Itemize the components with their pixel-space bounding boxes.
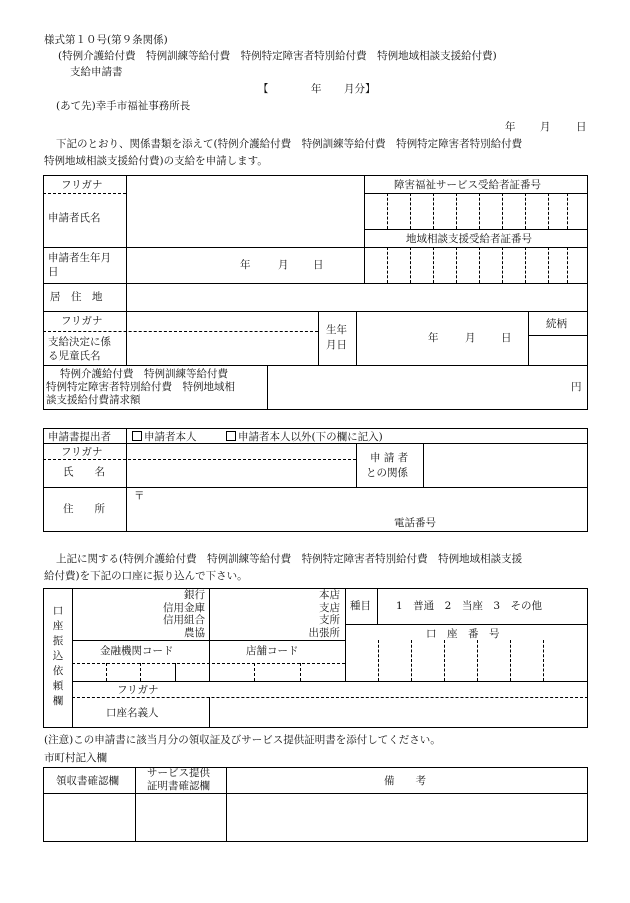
note-text: (注意)この申請書に該当月分の領収証及びサービス提供証明書を添付してください。 bbox=[44, 734, 441, 746]
branch-type-list bbox=[270, 589, 340, 639]
option-other-label: 申請者本人以外(下の欄に記入) bbox=[238, 431, 383, 443]
side-char: 込 bbox=[52, 650, 64, 662]
transfer-side-label bbox=[51, 604, 65, 709]
relation-label-1: 申 請 者 bbox=[370, 452, 409, 464]
child-birth-month: 月 bbox=[465, 332, 476, 344]
submitter-address-label: 住 所 bbox=[63, 503, 105, 515]
submitter-label: 申請書提出者 bbox=[48, 431, 111, 443]
account-number-label: 口 座 番 号 bbox=[426, 628, 500, 640]
branch-code-label: 店舗コード bbox=[246, 645, 299, 657]
date-day: 日 bbox=[576, 121, 587, 133]
bank-type: 銀行 bbox=[184, 589, 205, 601]
phone-label: 電話番号 bbox=[394, 517, 436, 529]
account-type-options: 1 普通 2 当座 3 その他 bbox=[396, 600, 543, 612]
form-number: 様式第１０号(第９条関係) bbox=[44, 34, 168, 46]
birth-year: 年 bbox=[240, 259, 251, 271]
option-self[interactable] bbox=[132, 431, 197, 443]
transfer-intro-line1: 上記に関する(特例介護給付費 特例訓練等給付費 特例特定障害者特別給付費 特例地域相談支援 bbox=[56, 553, 523, 565]
side-char: 座 bbox=[52, 620, 64, 632]
service-cert-number-label: 障害福祉サービス受給者証番号 bbox=[394, 179, 541, 191]
remarks-label: 備 考 bbox=[384, 775, 426, 787]
account-type-label: 種目 bbox=[350, 600, 371, 612]
birth-month: 月 bbox=[278, 259, 289, 271]
period-year-label: 年 bbox=[311, 83, 322, 95]
branch-type: 本店 bbox=[319, 589, 340, 601]
birthdate-label-1: 申請者生年月 bbox=[48, 252, 111, 264]
intro-line2: 特例地域相談支援給付費)の支給を申請します。 bbox=[44, 155, 268, 167]
bank-type: 信用組合 bbox=[163, 614, 205, 626]
postal-mark: 〒 bbox=[134, 490, 145, 502]
submitter-name-label: 氏 名 bbox=[63, 466, 105, 478]
receipt-check-label: 領収書確認欄 bbox=[56, 775, 119, 787]
birthdate-label-2: 日 bbox=[48, 266, 59, 278]
yen-unit: 円 bbox=[571, 381, 582, 393]
side-char: 口 bbox=[52, 605, 64, 617]
branch-type: 支所 bbox=[319, 614, 340, 626]
checkbox-self[interactable] bbox=[132, 431, 142, 441]
address-label: 居 住 地 bbox=[50, 291, 103, 303]
relation-label: 続柄 bbox=[546, 318, 567, 330]
relation-label-2: との関係 bbox=[366, 467, 408, 479]
bank-type-list bbox=[130, 589, 205, 639]
branch-type: 支店 bbox=[319, 601, 340, 614]
claim-label-3: 談支援給付費請求額 bbox=[46, 394, 141, 406]
holder-furigana-label: フリガナ bbox=[117, 684, 159, 696]
period-month-label: 月分】 bbox=[344, 83, 376, 95]
service-check-label-1: サービス提供 bbox=[147, 767, 210, 779]
addressee: (あて先)幸手市福祉事務所長 bbox=[56, 100, 191, 112]
bank-type: 農協 bbox=[184, 626, 205, 639]
service-check-label-2: 証明書確認欄 bbox=[147, 780, 210, 792]
transfer-intro-line2: 給付費)を下記の口座に振り込んで下さい。 bbox=[44, 570, 248, 582]
child-birth-label-1: 生年 bbox=[326, 324, 347, 336]
side-char: 欄 bbox=[52, 695, 64, 707]
intro-line1: 下記のとおり、関係書類を添えて(特例介護給付費 特例訓練等給付費 特例特定障害者特別給付費 bbox=[56, 138, 523, 150]
date-year: 年 bbox=[505, 121, 516, 133]
branch-type: 出張所 bbox=[308, 626, 340, 639]
period-open-bracket: 【 bbox=[258, 83, 269, 95]
furigana-label-2: フリガナ bbox=[61, 315, 103, 327]
option-other[interactable] bbox=[226, 431, 383, 443]
bank-code-label: 金融機関コード bbox=[100, 645, 174, 657]
claim-label-2: 特例特定障害者特別給付費 特例地域相 bbox=[46, 381, 235, 393]
furigana-label: フリガナ bbox=[61, 179, 103, 191]
option-self-label: 申請者本人 bbox=[144, 431, 197, 443]
child-name-label-1: 支給決定に係 bbox=[48, 336, 111, 348]
regional-cert-number-label: 地域相談支援受給者証番号 bbox=[406, 233, 532, 245]
form-title-line2: 支給申請書 bbox=[70, 66, 123, 78]
date-month: 月 bbox=[540, 121, 551, 133]
side-char: 依 bbox=[52, 665, 64, 677]
account-holder-label: 口座名義人 bbox=[106, 707, 159, 719]
birth-day: 日 bbox=[313, 259, 324, 271]
applicant-name-label: 申請者氏名 bbox=[48, 212, 101, 224]
child-birth-day: 日 bbox=[501, 332, 512, 344]
side-char: 振 bbox=[52, 635, 64, 647]
claim-label-1: 特例介護給付費 特例訓練等給付費 bbox=[60, 368, 228, 380]
child-birth-year: 年 bbox=[428, 332, 439, 344]
furigana-label-3: フリガナ bbox=[61, 446, 103, 458]
child-name-label-2: る児童氏名 bbox=[48, 350, 101, 362]
bank-type: 信用金庫 bbox=[163, 601, 205, 614]
side-char: 頼 bbox=[52, 680, 64, 692]
form-title-line1: (特例介護給付費 特例訓練等給付費 特例特定障害者特別給付費 特例地域相談支援給付費) bbox=[58, 50, 497, 62]
checkbox-other[interactable] bbox=[226, 431, 236, 441]
child-birth-label-2: 月日 bbox=[326, 339, 347, 351]
city-section-label: 市町村記入欄 bbox=[44, 752, 107, 764]
